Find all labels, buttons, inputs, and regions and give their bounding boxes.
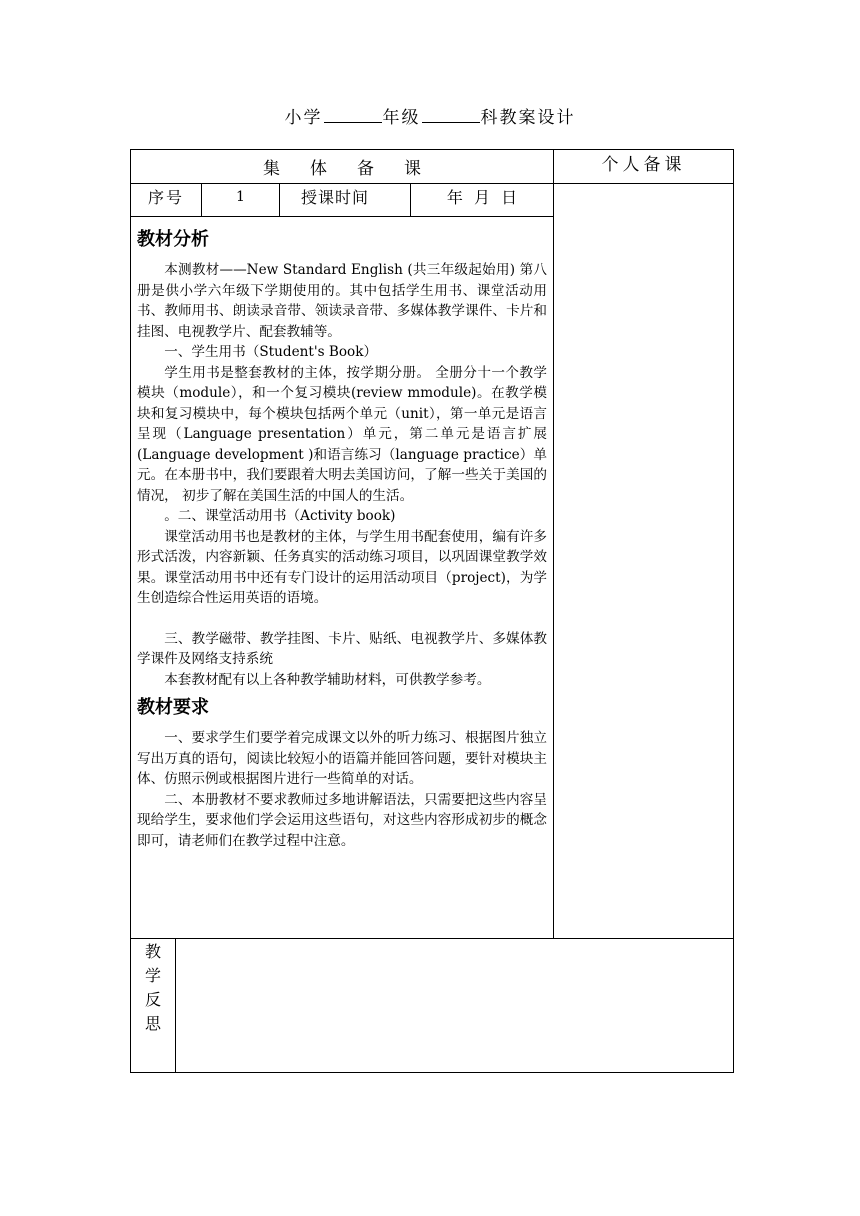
reflection-char: 教 [144, 942, 161, 961]
paragraph: 本测教材——New Standard English (共三年级起始用) 第八册是供小学六年级下学期使用的。其中包括学生用书、课堂活动用书、教师用书、朗读录音带、领读录音带、多媒体教学课件、卡片和挂图、电视教学片、配套教辅等。 [137, 262, 547, 340]
section-heading-material-analysis: 教材分析 [137, 229, 209, 250]
reflection-area[interactable] [176, 939, 733, 1072]
personal-prep-header: 个人备课 [601, 154, 686, 175]
paragraph: 三、教学磁带、教学挂图、卡片、贴纸、电视教学片、多媒体教学课件及网络支持系统 [137, 630, 547, 667]
paragraph: 本套教材配有以上各种教学辅助材料，可供教学参考。 [164, 671, 491, 688]
title-part-school: 小学 [284, 108, 323, 128]
paragraph: 一、要求学生们要学着完成课文以外的听力练习、根据图片独立写出万真的语句，阅读比较短小的语篇并能回答问题，要针对模块主体、仿照示例或根据图片进行一些简单的对话。 [137, 730, 547, 787]
teaching-reflection-label [138, 940, 168, 1036]
collective-prep-header: 集体备课 [263, 159, 451, 179]
reflection-char: 学 [144, 966, 161, 985]
table-line [733, 149, 734, 1073]
paragraph: 学生用书是整套教材的主体，按学期分册。 全册分十一个教学模块（module），和一个复习模块(review mmodule)。在教学模块和复习模块中，每个模块包括两个单元（unit），第一单元是语言呈现（Language presentation）单元，第二单元是语言扩展(Language development )和语言练习（language practice）单元。在本册书中，我们要跟着大明去美国访问，了解一些关于美国的情况， 初步了解在美国生活的中国人的生活。 [137, 364, 547, 504]
seq-label: 序号 [147, 187, 184, 207]
title-part-grade: 年级 [382, 108, 421, 128]
reflection-char: 思 [144, 1014, 161, 1033]
grade-blank [324, 106, 382, 123]
subject-blank [422, 106, 480, 123]
paragraph: 一、学生用书（Student's Book） [164, 344, 378, 360]
table-line [130, 216, 553, 217]
paragraph: 课堂活动用书也是教材的主体，与学生用书配套使用，编有许多形式活泼，内容新颖、任务真实的活动练习项目，以巩固课堂教学效果。课堂活动用书中还有专门设计的运用活动项目（project)，为学生创造综合性运用英语的语境。 [137, 528, 547, 606]
lesson-time-label: 授课时间 [300, 187, 369, 207]
collective-prep-content [137, 226, 547, 851]
section-heading-material-requirements: 教材要求 [137, 697, 209, 718]
personal-prep-area[interactable] [554, 184, 733, 938]
paragraph: 二、本册教材不要求教师过多地讲解语法，只需要把这些内容呈现给学生，要求他们学会运用这些语句，对这些内容形成初步的概念即可，请老师们在教学过程中注意。 [137, 791, 547, 849]
lesson-date-value: 年 月 日 [446, 187, 518, 207]
page-title [0, 103, 860, 128]
reflection-char: 反 [144, 990, 161, 1009]
table-line [130, 1072, 734, 1073]
seq-value: 1 [236, 189, 245, 205]
title-part-subject: 科教案设计 [480, 108, 576, 128]
table-line [130, 149, 131, 1073]
paragraph: 。二、课堂活动用书（Activity book) [164, 508, 396, 524]
